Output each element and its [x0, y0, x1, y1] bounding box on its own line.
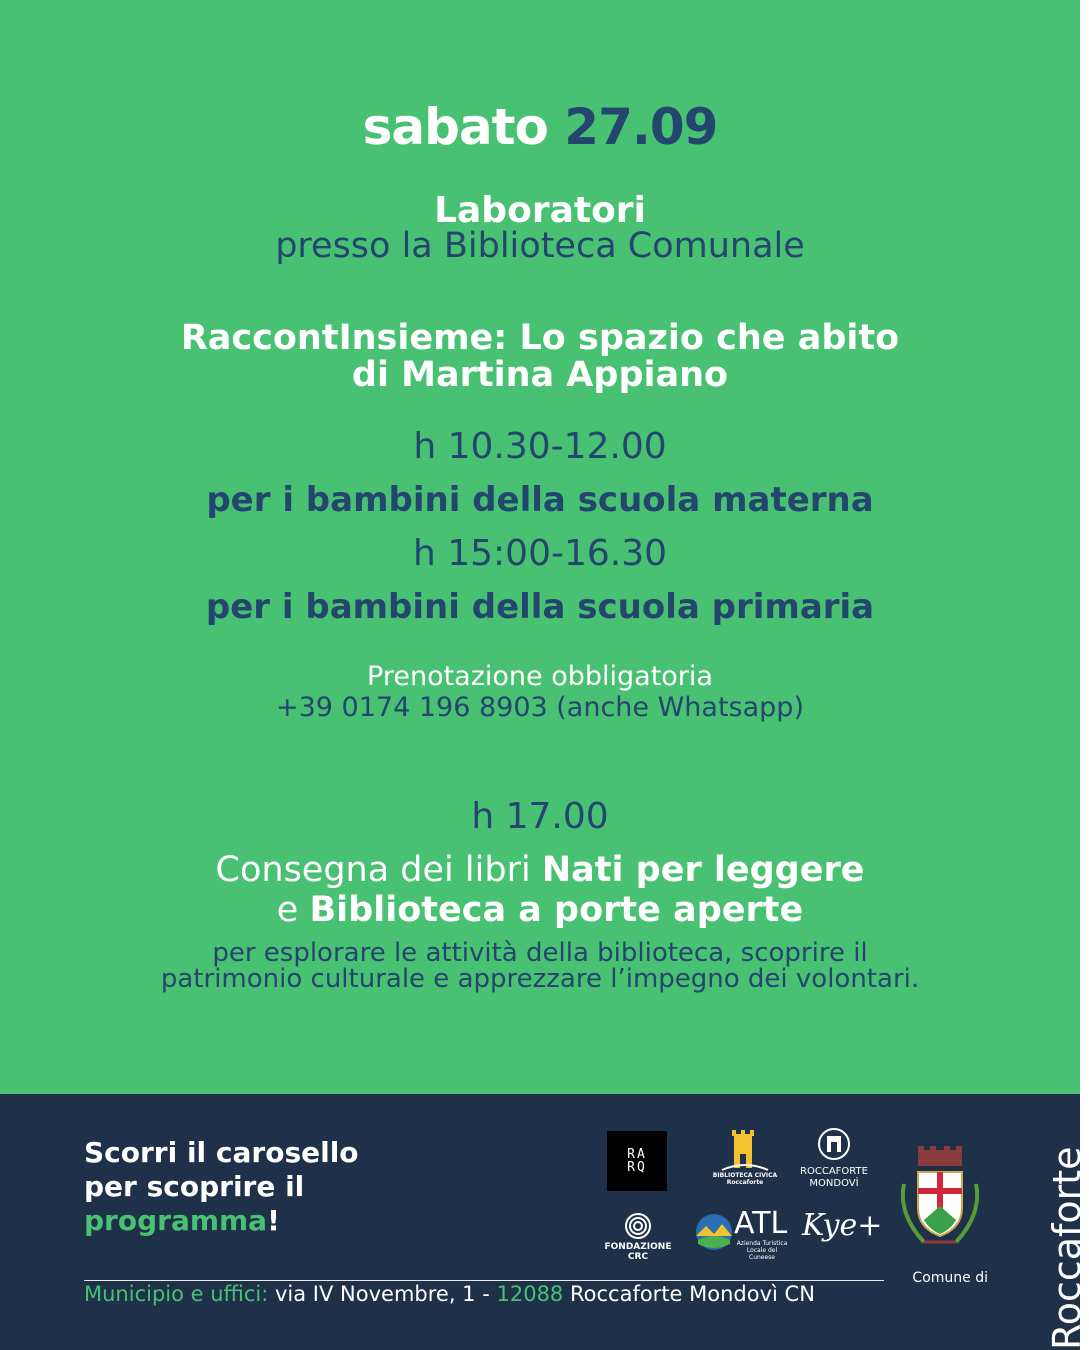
afternoon-pre2: e	[276, 890, 299, 930]
labs-subtitle: presso la Biblioteca Comunale	[275, 226, 805, 266]
session-audience-2: per i bambini della scuola primaria	[205, 587, 875, 627]
session-time-1: h 10.30-12.00	[413, 426, 667, 467]
kye-logo: Kye+	[802, 1208, 883, 1243]
atl-logo: ATL Azienda Turistica Locale del Cuneese	[694, 1210, 790, 1254]
day-label: sabato	[362, 98, 548, 156]
address	[84, 1282, 815, 1306]
address-label: Municipio e uffici:	[84, 1282, 269, 1306]
biblioteca-logo: BIBLIOTECA CIVICA Roccaforte	[718, 1126, 772, 1196]
booking-phone[interactable]: +39 0174 196 8903 (anche Whatsapp)	[276, 692, 804, 723]
afternoon-time: h 17.00	[471, 796, 609, 837]
afternoon-desc-line1: per esplorare le attività della biblioteca, scoprire il	[212, 938, 868, 968]
labs-title: Laboratori	[434, 190, 646, 231]
date-title	[0, 98, 1080, 156]
afternoon-title	[0, 850, 1080, 930]
event-title-line2: di Martina Appiano	[351, 355, 729, 395]
afternoon-desc-line2: patrimonio culturale e apprezzare l’impegno dei volontari.	[160, 964, 920, 994]
booking-info	[0, 661, 1080, 723]
comune-di-label: Comune di	[912, 1270, 988, 1286]
tower-icon	[718, 1126, 772, 1176]
address-city: Roccaforte Mondovì CN	[569, 1282, 815, 1306]
afternoon-bold1: Nati per leggere	[541, 850, 865, 890]
rar-logo: RA RQ	[607, 1131, 667, 1191]
event-title	[0, 320, 1080, 394]
scroll-line3-green: programma	[84, 1204, 268, 1237]
scroll-carousel-text	[84, 1136, 359, 1238]
footer-divider	[84, 1280, 884, 1281]
atl-circle-icon	[694, 1212, 734, 1252]
scroll-line2: per scoprire il	[84, 1170, 305, 1203]
roccaforte-mondovi-logo: ROCCAFORTE MONDOVÌ	[804, 1124, 864, 1194]
scroll-line1: Scorri il carosello	[84, 1136, 359, 1169]
fondazione-crc-logo: FONDAZIONE CRC	[598, 1212, 678, 1256]
afternoon-pre1: Consegna dei libri	[215, 850, 531, 890]
date-label: 27.09	[564, 98, 718, 156]
address-cap: 12088	[496, 1282, 564, 1306]
rings-icon	[598, 1212, 678, 1242]
session-audience-1: per i bambini della scuola materna	[206, 480, 874, 520]
session-time-2: h 15:00-16.30	[412, 533, 668, 574]
coat-of-arms-logo	[894, 1144, 986, 1262]
booking-label: Prenotazione obbligatoria	[367, 661, 713, 692]
emblem-icon	[804, 1124, 864, 1164]
afternoon-bold2: Biblioteca a porte aperte	[309, 890, 804, 930]
event-title-line1: RaccontInsieme: Lo spazio che abito	[180, 318, 900, 358]
scroll-line3-end: !	[267, 1204, 280, 1237]
crest-icon	[894, 1144, 986, 1262]
address-street: via IV Novembre, 1 -	[275, 1282, 490, 1306]
footer	[0, 1094, 1080, 1350]
vertical-town-name: Roccaforte	[1045, 1146, 1089, 1350]
afternoon-description	[0, 940, 1080, 992]
